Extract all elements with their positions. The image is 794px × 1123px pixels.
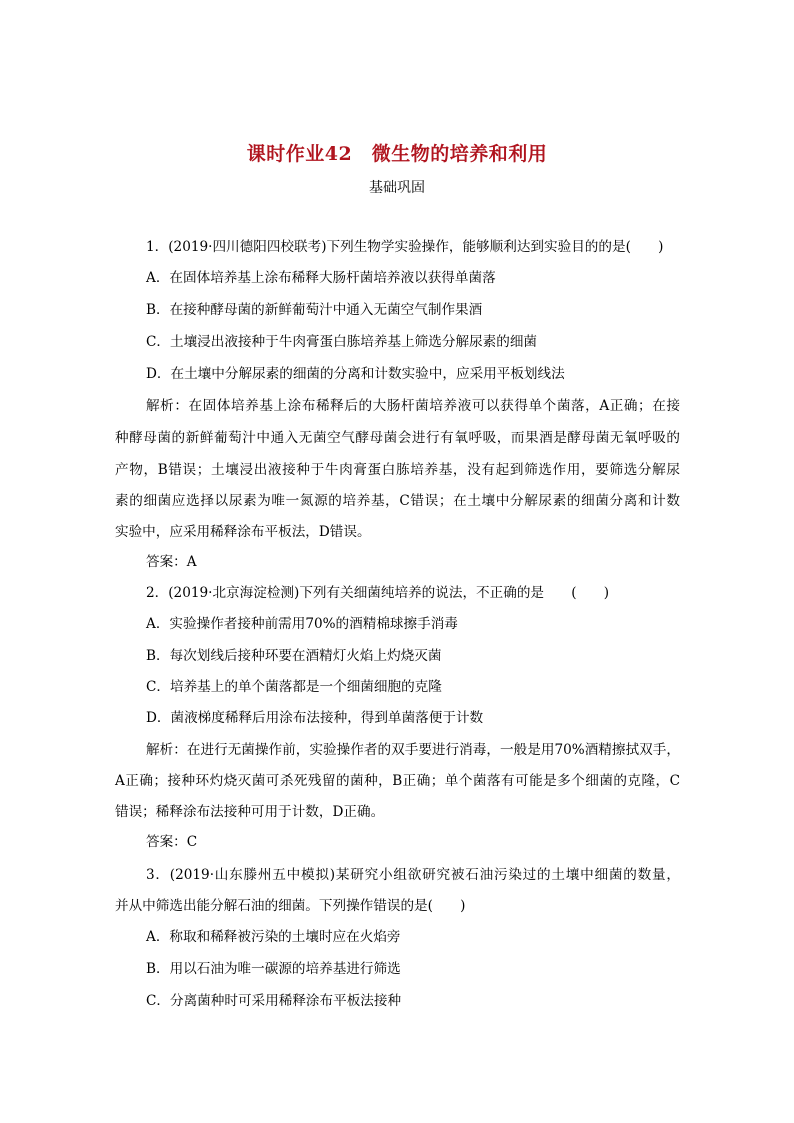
- page-title: 课时作业42 微生物的培养和利用: [246, 143, 548, 165]
- section-subtitle: 基础巩固: [369, 180, 425, 196]
- question-2-analysis-line: A正确；接种环灼烧灭菌可杀死残留的菌种，B正确；单个菌落有可能是多个细菌的克隆，C: [115, 773, 680, 789]
- question-2-stem: 2．(2019·北京海淀检测)下列有关细菌纯培养的说法，不正确的是 ( ): [146, 585, 609, 601]
- question-1-analysis-line: 种酵母菌的新鲜葡萄汁中通入无菌空气酵母菌会进行有氧呼吸，而果酒是酵母菌无氧呼吸的: [115, 430, 680, 446]
- question-1-analysis-line: 实验中，应采用稀释涂布平板法，D错误。: [115, 524, 371, 540]
- question-2-analysis-line: 解析：在进行无菌操作前，实验操作者的双手要进行消毒，一般是用70%酒精擦拭双手，: [146, 742, 680, 758]
- question-2-analysis-line: 错误；稀释涂布法接种可用于计数，D正确。: [115, 804, 385, 820]
- question-3-stem: 3．(2019·山东滕州五中模拟)某研究小组欲研究被石油污染过的土壤中细菌的数量，: [146, 867, 680, 883]
- question-1-analysis-line: 解析：在固体培养基上涂布稀释后的大肠杆菌培养液可以获得单个菌落，A正确；在接: [146, 398, 680, 414]
- question-1-option-c: C．土壤浸出液接种于牛肉膏蛋白胨培养基上筛选分解尿素的细菌: [146, 334, 538, 350]
- question-1-stem: 1．(2019·四川德阳四校联考)下列生物学实验操作，能够顺利达到实验目的的是( ): [146, 239, 664, 255]
- question-1-analysis-line: 素的细菌应选择以尿素为唯一氮源的培养基，C错误；在土壤中分解尿素的细菌分离和计数: [115, 493, 680, 509]
- question-2-option-a: A．实验操作者接种前需用70%的酒精棉球擦手消毒: [146, 616, 458, 632]
- question-2-option-d: D．菌液梯度稀释后用涂布法接种，得到单菌落便于计数: [146, 710, 484, 726]
- question-3-option-c: C．分离菌种时可采用稀释涂布平板法接种: [146, 993, 402, 1009]
- question-1-option-b: B．在接种酵母菌的新鲜葡萄汁中通入无菌空气制作果酒: [146, 302, 483, 318]
- question-1-analysis-line: 产物，B错误；土壤浸出液接种于牛肉膏蛋白胨培养基，没有起到筛选作用，要筛选分解尿: [115, 462, 680, 478]
- question-3-stem: 并从中筛选出能分解石油的细菌。下列操作错误的是( ): [115, 898, 466, 914]
- question-2-answer: 答案：C: [146, 834, 198, 850]
- question-1-answer: 答案：A: [146, 554, 197, 570]
- question-2-option-b: B．每次划线后接种环要在酒精灯火焰上灼烧灭菌: [146, 648, 442, 664]
- question-3-option-a: A．称取和稀释被污染的土壤时应在火焰旁: [146, 929, 401, 945]
- question-3-option-b: B．用以石油为唯一碳源的培养基进行筛选: [146, 961, 401, 977]
- question-1-option-a: A．在固体培养基上涂布稀释大肠杆菌培养液以获得单菌落: [146, 270, 496, 286]
- question-2-option-c: C．培养基上的单个菌落都是一个细菌细胞的克隆: [146, 679, 442, 695]
- question-1-option-d: D．在土壤中分解尿素的细菌的分离和计数实验中，应采用平板划线法: [146, 366, 565, 382]
